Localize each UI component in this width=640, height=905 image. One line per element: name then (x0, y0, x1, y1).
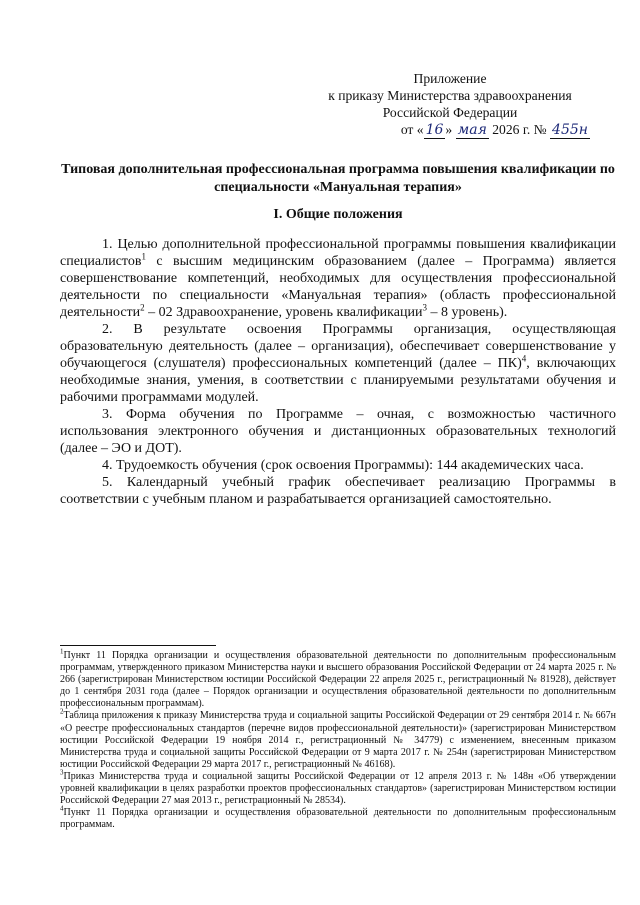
handwritten-order-number: 455н (552, 122, 588, 138)
footnote-ref-3: 3 (422, 302, 427, 313)
approval-country-line: Российской Федерации (382, 105, 518, 120)
approval-block (300, 70, 600, 139)
footnote-3: $^3$Приказ Министерства труда и социальной защиты Российской Федерации от 12 апреля 2013 г. № 148н «Об утверждении уровней квалификации в целях разработки проектов профессиональных стандартов» (зарегистрирован Министерством юстиции Российской Федерации 27 мая 2013 г., регистрационный № 28534). (60, 768, 616, 807)
footnote-ref-1: 1 (141, 251, 146, 262)
footnote-2: $^2$Таблица приложения к приказу Министерства труда и социальной защиты Российской Федерации от 29 сентября 2014 г. № 667н «О реестре профессиональных стандартов (перечне видов профессиональной деятельности)» (зарегистрирован Министерством юстиции Российской Федерации 19 ноября 2014 г., регистрационный № 34779) с изменением, внесенным приказом Министерства труда и социальной защиты Российской Федерации от 9 марта 2017 г. № 254н (зарегистрирован Министерством юстиции Российской Федерации 29 марта 2017 г., регистрационный № 46168). (60, 708, 616, 770)
approval-date-line: от « 16 » мая 2026 г. № 455н (400, 122, 588, 138)
handwritten-day: 16 (425, 122, 444, 138)
paragraph-5: 5. Календарный учебный график обеспечивает реализацию Программы в соответствии с учебным планом и разрабатывается организацией самостоятельно. (60, 475, 616, 507)
section-heading: I. Общие положения (273, 207, 403, 222)
paragraph-3: 3. Форма обучения по Программе – очная, с возможностью частичного использования электронного обучения и дистанционных образовательных технологий (далее – ЭО и ДОТ). (60, 407, 616, 456)
approval-title: Приложение (413, 71, 487, 86)
footnote-ref-4: 4 (521, 353, 527, 364)
footnote-separator (60, 645, 216, 646)
paragraph-4: 4. Трудоемкость обучения (срок освоения Программы): 144 академических часа. (102, 458, 584, 473)
paragraph-1: 1. Целью дополнительной профессиональной программы повышения квалификации специалистов$^1$ с высшим медицинским образованием (далее – Программа) является совершенствование компетенций, необходимых для осуществления профессиональной деятельности по специальности «Мануальная терапия» (область профессиональной деятельности$^2$ – 02 Здравоохранение, уровень квалификации$^3$ – 8 уровень). (60, 237, 616, 320)
paragraph-2: 2. В результате освоения Программы организация, осуществляющая образовательную деятельность (далее – организация), обеспечивает совершенствование у обучающегося (слушателя) профессиональных компетенций (далее – ПК)$^4$, включающих необходимые знания, умения, в соответствии с планируемыми результатами обучения и рабочими программами модулей. (60, 322, 617, 405)
document-body (60, 236, 616, 508)
document-title: Типовая дополнительная профессиональная программа повышения квалификации по специальности «Мануальная терапия» (61, 162, 615, 195)
footnote-4: $^4$Пункт 11 Порядка организации и осуществления образовательной деятельности по дополнительным профессиональным программам. (60, 804, 616, 831)
approval-order-line: к приказу Министерства здравоохранения (328, 88, 572, 103)
footnote-1: $^1$Пункт 11 Порядка организации и осуществления образовательной деятельности по дополнительным профессиональным программам, утвержденного приказом Министерства науки и высшего образования Российской Федерации от 24 марта 2025 г. № 266 (зарегистрирован Министерством юстиции Российской Федерации 22 апреля 2025 г., регистрационный № 81928), действует до 1 сентября 2031 года (далее – Порядок организации и осуществления образовательной деятельности по дополнительным профессиональным программам). (60, 647, 616, 710)
handwritten-month: мая (457, 122, 487, 138)
footnotes (60, 647, 616, 831)
footnote-ref-2: 2 (140, 302, 145, 313)
